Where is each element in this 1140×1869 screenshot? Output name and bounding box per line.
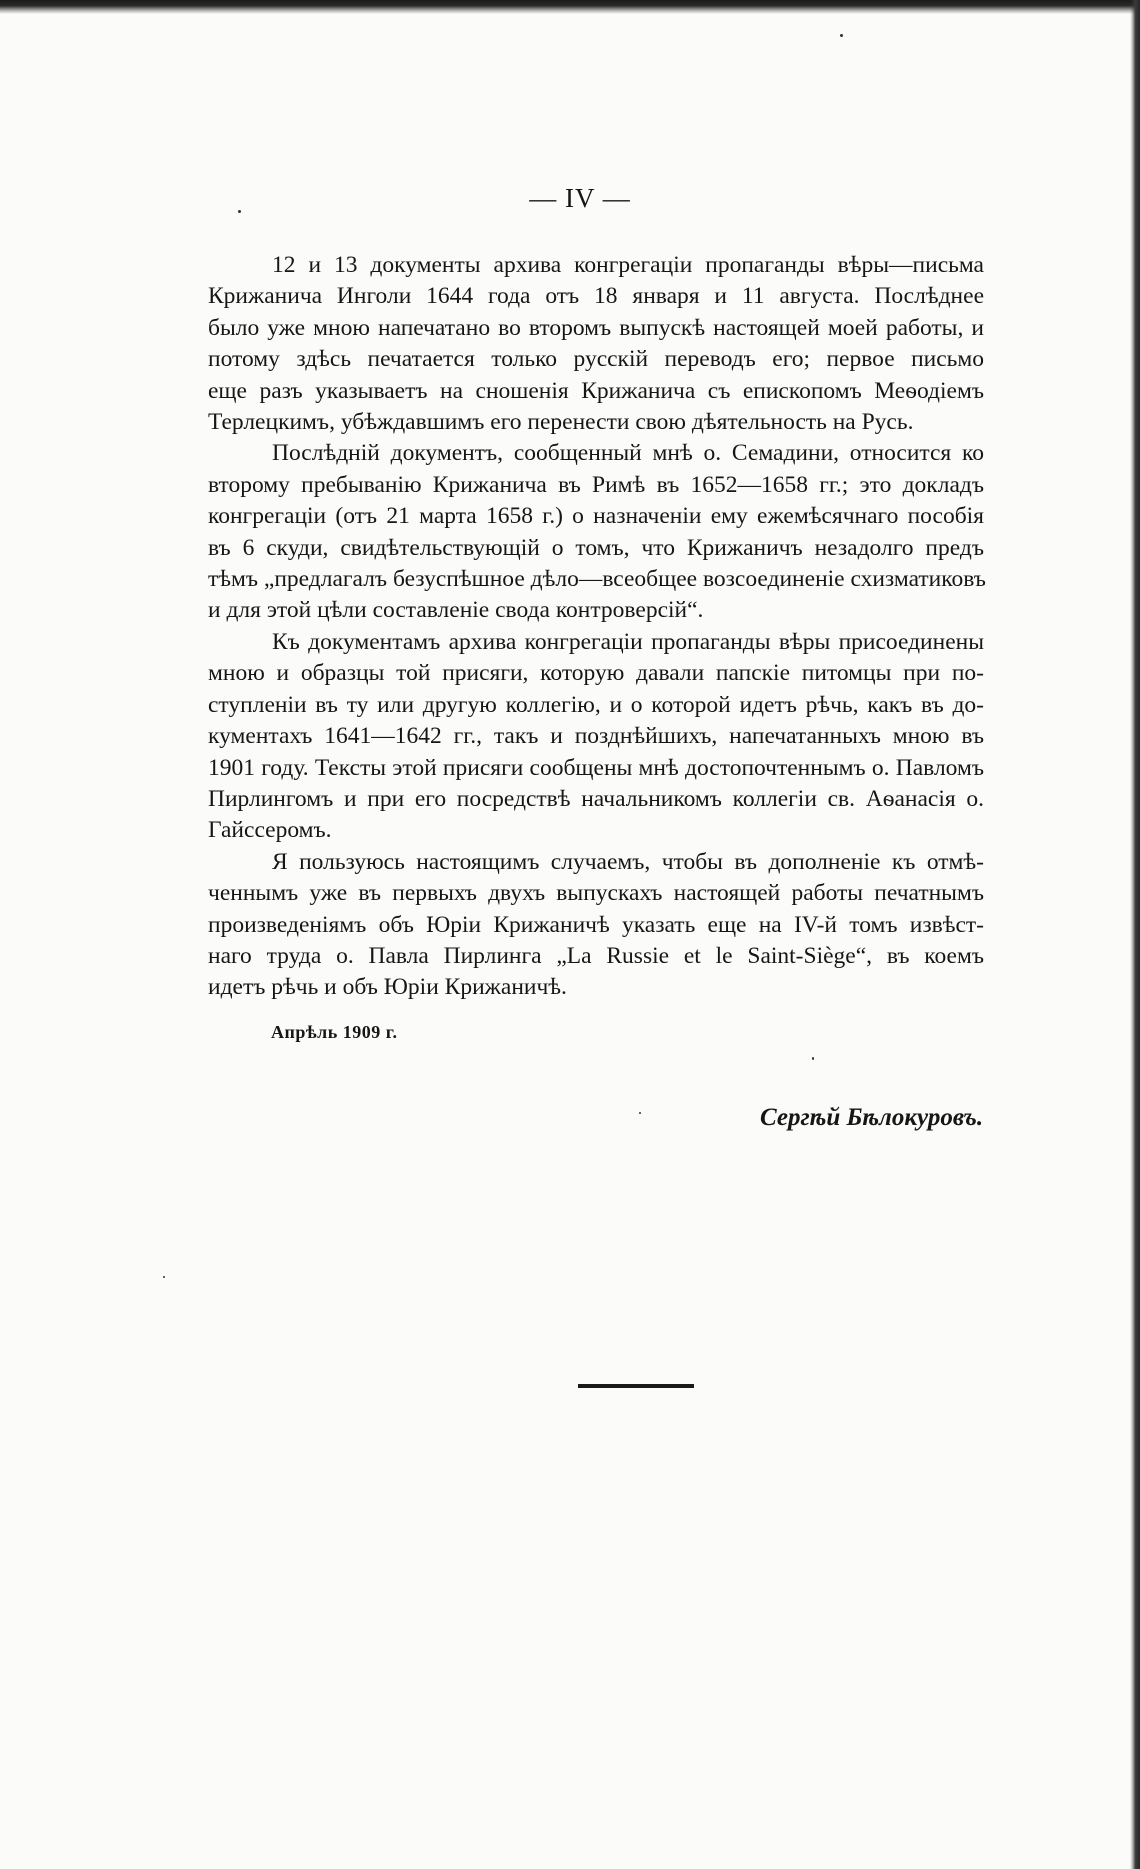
page-number: — IV — bbox=[529, 183, 631, 213]
text-line: въ 6 скуди, свидѣтельствующій о томъ, что Крижаничъ незадолго предъ bbox=[208, 534, 984, 561]
text-line: потому здѣсь печатается только русскій переводъ его; первое письмо bbox=[208, 346, 984, 373]
text-line: 1901 году. Тексты этой присяги сообщены мнѣ достопочтеннымъ о. Павломъ bbox=[208, 754, 984, 781]
text-line: кументахъ 1641—1642 гг., такъ и позднѣйшихъ, напечатанныхъ мною въ bbox=[208, 723, 984, 750]
author-signature: Сергѣй Бѣлокуровъ. bbox=[760, 1104, 984, 1131]
text-line: идетъ рѣчь и объ Юріи Крижаничѣ. bbox=[208, 974, 567, 1001]
scan-speck bbox=[812, 1057, 814, 1060]
text-line: Пирлингомъ и при его посредствѣ начальникомъ коллегіи св. Аѳанасія о. bbox=[208, 785, 984, 812]
text-line: произведеніямъ объ Юріи Крижаничѣ указать еще на IV-й томъ извѣст- bbox=[208, 911, 984, 938]
text-line: Гайссеромъ. bbox=[208, 817, 332, 844]
text-line: второму пребыванію Крижанича въ Римѣ въ 1652—1658 гг.; это докладъ bbox=[208, 471, 984, 498]
text-line: Я пользуюсь настоящимъ случаемъ, чтобы въ дополненіе къ отмѣ- bbox=[272, 848, 984, 875]
scan-edge-right bbox=[1130, 0, 1140, 1869]
end-rule bbox=[578, 1384, 694, 1388]
text-line: еще разъ указываетъ на сношенія Крижанича съ епископомъ Меѳодіемъ bbox=[208, 377, 984, 404]
text-line: было уже мною напечатано во второмъ выпускѣ настоящей моей работы, и bbox=[208, 314, 984, 341]
paragraph-4 bbox=[208, 847, 984, 1004]
scan-edge-top bbox=[0, 0, 1140, 14]
scan-speck bbox=[639, 1112, 641, 1114]
date-line: Апрѣль 1909 г. bbox=[271, 1022, 398, 1042]
text-line: ступленіи въ ту или другую коллегію, и о которой идетъ рѣчь, какъ въ до- bbox=[208, 691, 984, 718]
body-text bbox=[208, 250, 984, 1004]
text-line: Крижанича Инголи 1644 года отъ 18 января и 11 августа. Послѣднее bbox=[208, 283, 984, 310]
text-line: тѣмъ „предлагалъ безуспѣшное дѣло—всеобщее возсоединеніе схизматиковъ bbox=[208, 566, 986, 593]
text-line: мною и образцы той присяги, которую давали папскіе питомцы при по- bbox=[208, 660, 984, 687]
text-line: ченнымъ уже въ первыхъ двухъ выпускахъ настоящей работы печатнымъ bbox=[208, 880, 984, 907]
paragraph-1 bbox=[208, 250, 984, 438]
text-line: и для этой цѣли составленіе свода контроверсій“. bbox=[208, 597, 704, 624]
scan-speck bbox=[163, 1276, 165, 1278]
paragraph-2 bbox=[208, 438, 984, 626]
text-line: Къ документамъ архива конгрегаціи пропаганды вѣры присоединены bbox=[272, 628, 984, 655]
text-line: 12 и 13 документы архива конгрегаціи пропаганды вѣры—письма bbox=[272, 252, 984, 278]
paragraph-3 bbox=[208, 627, 984, 847]
scan-speck bbox=[238, 210, 241, 213]
scan-speck bbox=[840, 34, 843, 37]
text-line: наго труда о. Павла Пирлинга „La Russie et le Saint-Siège“, въ коемъ bbox=[208, 942, 984, 969]
text-line: Послѣдній документъ, сообщенный мнѣ о. Семадини, относится ко bbox=[272, 440, 984, 467]
text-line: конгрегаціи (отъ 21 марта 1658 г.) о назначеніи ему ежемѣсячнаго пособія bbox=[208, 503, 984, 530]
text-line: Терлецкимъ, убѣждавшимъ его перенести свою дѣятельность на Русь. bbox=[208, 409, 914, 436]
